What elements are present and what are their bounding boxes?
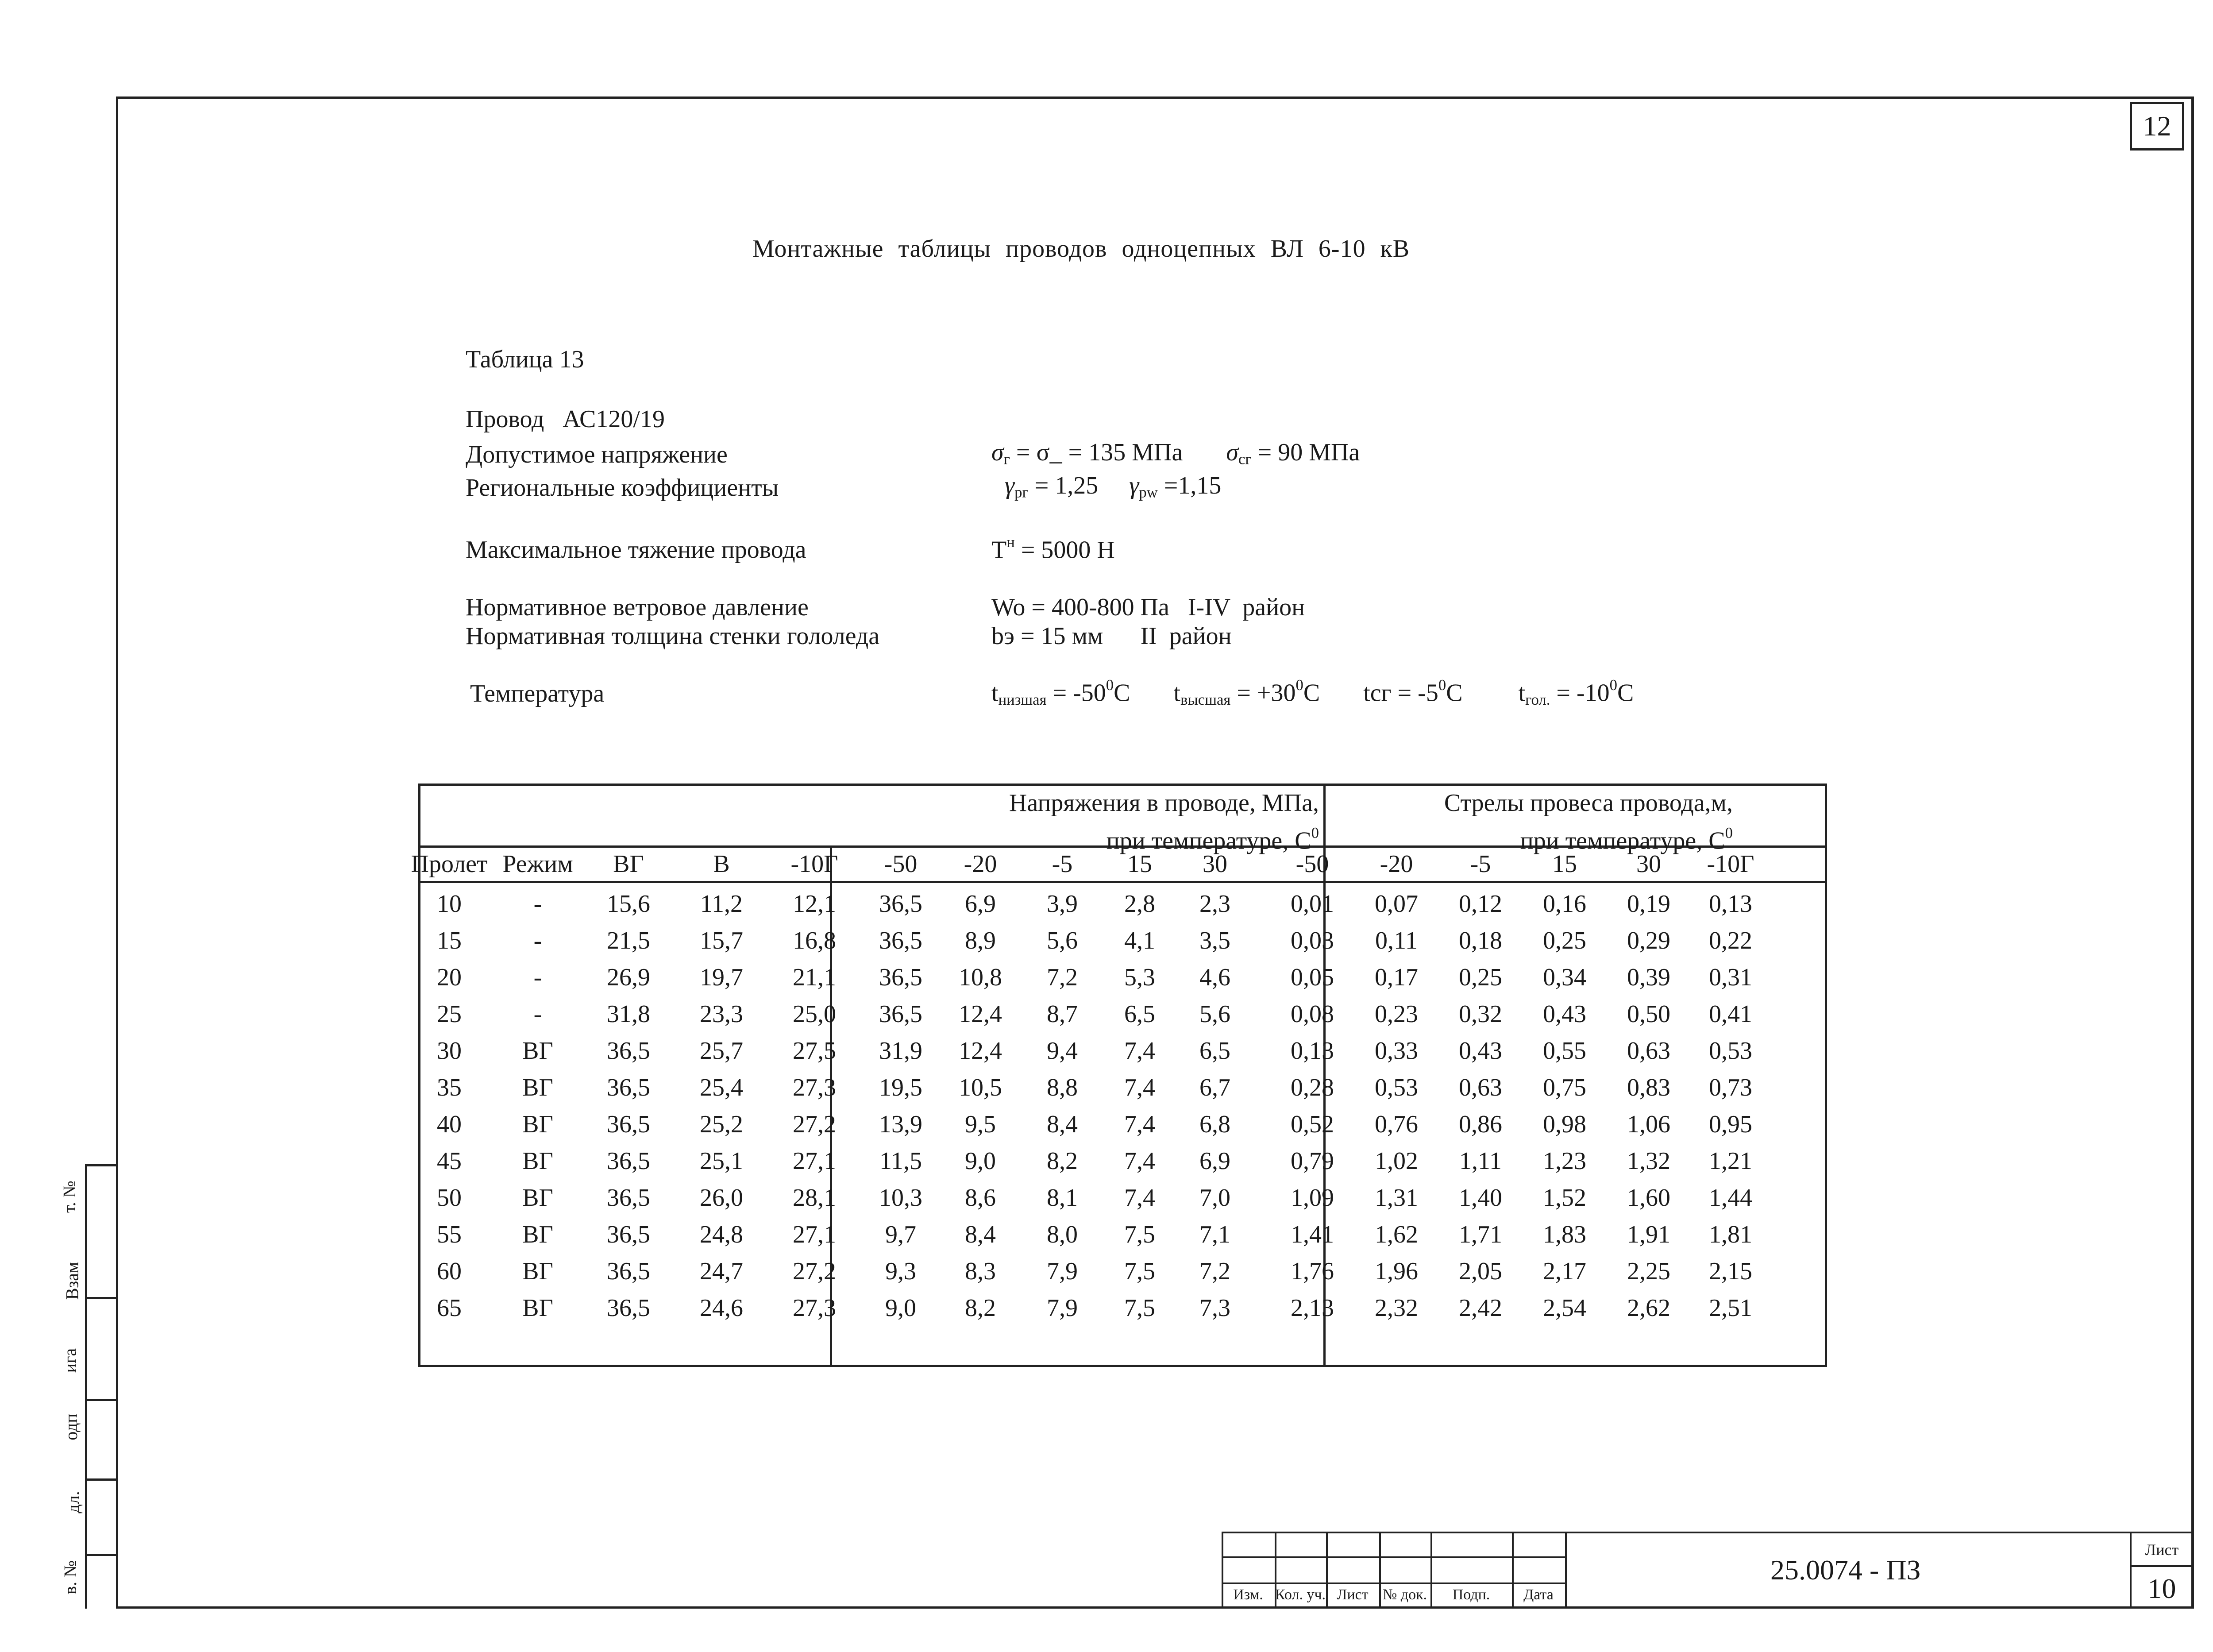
table-cell: ВГ	[522, 1258, 553, 1285]
side-stamp-label: одп	[61, 1413, 81, 1440]
table-cell: 9,5	[965, 1111, 996, 1138]
table-cell: 0,79	[1291, 1147, 1334, 1175]
table-cell: 15	[437, 927, 462, 954]
wire-label: Провод АС120/19	[466, 405, 665, 433]
table-cell: 36,5	[879, 927, 922, 954]
stress-group-header-line1: Напряжения в проводе, МПа,	[1009, 789, 1319, 817]
column-header-sag-50: -50	[1295, 850, 1329, 878]
table-cell: 11,5	[879, 1147, 922, 1175]
table-cell: 10,5	[959, 1074, 1002, 1101]
table-cell: 7,4	[1124, 1147, 1155, 1175]
table-cell: ВГ	[522, 1294, 553, 1322]
title-block-col-label: Подп.	[1452, 1586, 1490, 1603]
table-cell: 6,8	[1199, 1111, 1230, 1138]
table-cell: 2,25	[1627, 1258, 1670, 1285]
table-cell: 8,7	[1047, 1000, 1078, 1028]
table-cell: 0,16	[1543, 890, 1586, 918]
table-cell: -	[533, 890, 542, 918]
title-block-col-label: Изм.	[1233, 1586, 1263, 1603]
table-cell: 1,60	[1627, 1184, 1670, 1212]
page-number-top: 12	[2130, 102, 2184, 151]
table-cell: 2,42	[1459, 1294, 1502, 1322]
table-cell: 7,1	[1199, 1221, 1230, 1248]
table-cell: -	[533, 927, 542, 954]
table-cell: 8,3	[965, 1258, 996, 1285]
table-cell: 27,5	[793, 1037, 836, 1065]
table-cell: 36,5	[879, 964, 922, 991]
table-cell: 24,6	[700, 1294, 743, 1322]
table-cell: 2,54	[1543, 1294, 1586, 1322]
table-cell: 7,2	[1047, 964, 1078, 991]
table-cell: 0,41	[1709, 1000, 1752, 1028]
table-cell: 36,5	[607, 1184, 650, 1212]
table-cell: 21,1	[793, 964, 836, 991]
table-cell: 40	[437, 1111, 462, 1138]
table-cell: 3,9	[1047, 890, 1078, 918]
table-cell: 23,3	[700, 1000, 743, 1028]
table-cell: 8,2	[1047, 1147, 1078, 1175]
table-cell: 36,5	[607, 1111, 650, 1138]
table-cell: 36,5	[607, 1221, 650, 1248]
table-cell: 10,8	[959, 964, 1002, 991]
column-header-t-50: -50	[884, 850, 918, 878]
table-label: Таблица 13	[466, 346, 584, 373]
table-cell: 36,5	[607, 1037, 650, 1065]
table-cell: 31,9	[879, 1037, 922, 1065]
table-cell: 25	[437, 1000, 462, 1028]
table-cell: 36,5	[879, 890, 922, 918]
column-header-v: В	[713, 850, 730, 878]
table-cell: 31,8	[607, 1000, 650, 1028]
table-cell: 12,4	[959, 1037, 1002, 1065]
title-block-col-label: Дата	[1523, 1586, 1554, 1603]
table-cell: 9,0	[885, 1294, 916, 1322]
sag-group-header-line2: при температуре, $С^0$	[1520, 824, 1733, 855]
table-cell: 0,55	[1543, 1037, 1586, 1065]
table-cell: 7,0	[1199, 1184, 1230, 1212]
stress-group-header-line2: при температуре, $С^0$	[1106, 824, 1319, 855]
side-stamp-label: Взам	[62, 1262, 82, 1300]
table-cell: ВГ	[522, 1147, 553, 1175]
table-cell: 1,81	[1709, 1221, 1752, 1248]
table-cell: 55	[437, 1221, 462, 1248]
table-cell: 0,13	[1709, 890, 1752, 918]
table-cell: 19,5	[879, 1074, 922, 1101]
wind-label: Нормативное ветровое давление	[466, 594, 809, 621]
table-cell: 0,73	[1709, 1074, 1752, 1101]
table-cell: 0,63	[1459, 1074, 1502, 1101]
data-table	[411, 784, 1827, 1367]
table-cell: 7,4	[1124, 1111, 1155, 1138]
stress-group-header	[907, 788, 1319, 856]
table-cell: 7,5	[1124, 1258, 1155, 1285]
table-cell: 27,2	[793, 1258, 836, 1285]
table-cell: 9,3	[885, 1258, 916, 1285]
table-cell: -	[533, 1000, 542, 1028]
table-cell: 6,5	[1199, 1037, 1230, 1065]
column-header-sag-20: -20	[1380, 850, 1413, 878]
table-cell: 5,6	[1047, 927, 1078, 954]
side-stamp-label: ига	[60, 1348, 80, 1373]
table-cell: 7,2	[1199, 1258, 1230, 1285]
table-cell: 8,0	[1047, 1221, 1078, 1248]
side-stamp	[85, 1164, 118, 1609]
table-cell: 0,22	[1709, 927, 1752, 954]
table-cell: 15,7	[700, 927, 743, 954]
table-cell: 5,3	[1124, 964, 1155, 991]
table-cell: 7,5	[1124, 1294, 1155, 1322]
table-cell: 7,4	[1124, 1184, 1155, 1212]
table-cell: 65	[437, 1294, 462, 1322]
table-cell: 28,1	[793, 1184, 836, 1212]
sag-group-header	[1368, 788, 1733, 856]
table-cell: 0,17	[1375, 964, 1418, 991]
table-cell: 2,13	[1291, 1294, 1334, 1322]
table-cell: 2,3	[1199, 890, 1230, 918]
table-cell: 8,1	[1047, 1184, 1078, 1212]
ice-label: Нормативная толщина стенки гололеда	[466, 622, 880, 650]
table-cell: ВГ	[522, 1037, 553, 1065]
title-block-col-label: Кол. уч.	[1275, 1586, 1326, 1603]
table-cell: 11,2	[700, 890, 743, 918]
table-cell: 0,98	[1543, 1111, 1586, 1138]
ice-value: bэ = 15 мм II район	[991, 622, 1232, 650]
table-cell: 1,23	[1543, 1147, 1586, 1175]
table-cell: 36,5	[607, 1258, 650, 1285]
table-cell: 0,28	[1291, 1074, 1334, 1101]
table-cell: 12,4	[959, 1000, 1002, 1028]
table-cell: 9,4	[1047, 1037, 1078, 1065]
table-cell: 0,43	[1543, 1000, 1586, 1028]
column-header-sag-10g: -10Г	[1707, 850, 1754, 878]
table-cell: 7,3	[1199, 1294, 1230, 1322]
side-stamp-label: в. №	[60, 1560, 81, 1595]
table-cell: 7,9	[1047, 1258, 1078, 1285]
table-cell: 26,9	[607, 964, 650, 991]
temperature-values: $t_{низшая} = -50^0С$ $t_{высшая} = +30^0С$ tсг = $-5^0С$ $t_{гол.} = -10^0С$	[991, 676, 1634, 708]
table-cell: 0,75	[1543, 1074, 1586, 1101]
wire-value: АС120/19	[563, 405, 665, 433]
table-cell: 0,34	[1543, 964, 1586, 991]
table-cell: 2,15	[1709, 1258, 1752, 1285]
regional-coeff-label: Региональные коэффициенты	[466, 474, 779, 502]
table-cell: 3,5	[1199, 927, 1230, 954]
table-cell: 2,32	[1375, 1294, 1418, 1322]
table-cell: 25,0	[793, 1000, 836, 1028]
allowable-stress-label: Допустимое напряжение	[466, 441, 728, 468]
table-cell: ВГ	[522, 1221, 553, 1248]
column-header-span: Пролет	[411, 850, 488, 878]
column-header-sag15: 15	[1552, 850, 1577, 878]
table-cell: 1,11	[1459, 1147, 1502, 1175]
table-cell: 27,2	[793, 1111, 836, 1138]
table-cell: 30	[437, 1037, 462, 1065]
table-cell: 1,06	[1627, 1111, 1670, 1138]
table-cell: 2,51	[1709, 1294, 1752, 1322]
table-cell: 10,3	[879, 1184, 922, 1212]
column-header-t-20: -20	[964, 850, 997, 878]
table-cell: 0,32	[1459, 1000, 1502, 1028]
table-cell: 0,76	[1375, 1111, 1418, 1138]
table-cell: 15,6	[607, 890, 650, 918]
table-cell: 27,3	[793, 1074, 836, 1101]
table-cell: 0,19	[1627, 890, 1670, 918]
column-header-t-10g: -10Г	[790, 850, 838, 878]
table-cell: 2,8	[1124, 890, 1155, 918]
table-cell: 8,2	[965, 1294, 996, 1322]
table-cell: 1,32	[1627, 1147, 1670, 1175]
table-cell: 12,1	[793, 890, 836, 918]
page-title: Монтажные таблицы проводов одноцепных ВЛ 6-10 кВ	[752, 235, 1410, 262]
table-cell: 13,9	[879, 1111, 922, 1138]
doc-number: 25.0074 - ПЗ	[1770, 1554, 1921, 1586]
table-cell: 0,05	[1291, 964, 1334, 991]
table-cell: 20	[437, 964, 462, 991]
table-cell: 1,09	[1291, 1184, 1334, 1212]
table-cell: 21,5	[607, 927, 650, 954]
table-cell: 25,4	[700, 1074, 743, 1101]
table-cell: 10	[437, 890, 462, 918]
table-cell: 9,0	[965, 1147, 996, 1175]
table-cell: 24,8	[700, 1221, 743, 1248]
table-cell: 0,86	[1459, 1111, 1502, 1138]
side-stamp-label: дл.	[63, 1491, 83, 1513]
allowable-stress-value: $\sigma_г$ = σ_ = 135 МПа $\sigma_{сг} = 90$ МПа	[991, 439, 1360, 468]
table-cell: 1,44	[1709, 1184, 1752, 1212]
table-cell: 35	[437, 1074, 462, 1101]
table-cell: 0,95	[1709, 1111, 1752, 1138]
column-header-t15: 15	[1127, 850, 1152, 878]
table-cell: 1,62	[1375, 1221, 1418, 1248]
table-cell: 36,5	[607, 1294, 650, 1322]
table-cell: 0,03	[1291, 927, 1334, 954]
table-cell: 0,11	[1375, 927, 1418, 954]
table-cell: 25,2	[700, 1111, 743, 1138]
table-cell: 4,6	[1199, 964, 1230, 991]
table-cell: 1,02	[1375, 1147, 1418, 1175]
table-cell: 1,71	[1459, 1221, 1502, 1248]
table-cell: 0,07	[1375, 890, 1418, 918]
table-cell: 1,52	[1543, 1184, 1586, 1212]
column-header-t-5: -5	[1052, 850, 1073, 878]
table-cell: 0,52	[1291, 1111, 1334, 1138]
table-cell: 1,76	[1291, 1258, 1334, 1285]
table-cell: 2,17	[1543, 1258, 1586, 1285]
table-cell: 0,25	[1459, 964, 1502, 991]
side-stamp-label: т. №	[59, 1181, 79, 1213]
table-cell: 0,08	[1291, 1000, 1334, 1028]
table-cell: 27,1	[793, 1147, 836, 1175]
table-cell: 0,18	[1459, 927, 1502, 954]
table-cell: ВГ	[522, 1184, 553, 1212]
table-cell: 7,5	[1124, 1221, 1155, 1248]
table-cell: 45	[437, 1147, 462, 1175]
table-cell: 1,96	[1375, 1258, 1418, 1285]
table-cell: 25,7	[700, 1037, 743, 1065]
temperature-label: Температура	[470, 680, 605, 707]
table-cell: 1,83	[1543, 1221, 1586, 1248]
table-cell: 0,12	[1459, 890, 1502, 918]
table-cell: 25,1	[700, 1147, 743, 1175]
table-cell: 8,4	[1047, 1111, 1078, 1138]
table-cell: 6,5	[1124, 1000, 1155, 1028]
column-header-vg: ВГ	[613, 850, 644, 878]
table-cell: ВГ	[522, 1111, 553, 1138]
table-cell: 4,1	[1124, 927, 1155, 954]
regional-coeff-value: $\gamma_{рг} = 1,25$ $\gamma_{pw} =1,15$	[1005, 472, 1222, 501]
table-cell: 16,8	[793, 927, 836, 954]
table-cell: 8,6	[965, 1184, 996, 1212]
table-cell: 7,4	[1124, 1074, 1155, 1101]
sag-group-header-line1: Стрелы провеса провода,м,	[1444, 789, 1733, 817]
table-cell: 6,9	[965, 890, 996, 918]
table-cell: 27,1	[793, 1221, 836, 1248]
table-cell: 7,9	[1047, 1294, 1078, 1322]
table-cell: 8,9	[965, 927, 996, 954]
table-cell: 8,8	[1047, 1074, 1078, 1101]
table-cell: -	[533, 964, 542, 991]
table-cell: 0,63	[1627, 1037, 1670, 1065]
table-cell: 27,3	[793, 1294, 836, 1322]
table-cell: 2,62	[1627, 1294, 1670, 1322]
table-cell: 60	[437, 1258, 462, 1285]
table-cell: 1,41	[1291, 1221, 1334, 1248]
table-cell: 0,53	[1375, 1074, 1418, 1101]
table-cell: 19,7	[700, 964, 743, 991]
table-cell: 0,43	[1459, 1037, 1502, 1065]
table-cell: 0,23	[1375, 1000, 1418, 1028]
table-cell: 0,83	[1627, 1074, 1670, 1101]
table-cell: 8,4	[965, 1221, 996, 1248]
table-cell: 0,53	[1709, 1037, 1752, 1065]
table-cell: 1,31	[1375, 1184, 1418, 1212]
max-tension-label: Максимальное тяжение провода	[466, 536, 806, 564]
table-cell: 36,5	[607, 1147, 650, 1175]
sheet-label: Лист	[2145, 1541, 2179, 1559]
table-cell: 0,33	[1375, 1037, 1418, 1065]
table-cell: 0,25	[1543, 927, 1586, 954]
title-block-col-label: Лист	[1337, 1586, 1369, 1603]
table-cell: 26,0	[700, 1184, 743, 1212]
table-cell: 0,13	[1291, 1037, 1334, 1065]
table-cell: 0,50	[1627, 1000, 1670, 1028]
column-header-mode: Режим	[502, 850, 573, 878]
column-header-sag-5: -5	[1470, 850, 1491, 878]
table-cell: 24,7	[700, 1258, 743, 1285]
table-cell: 36,5	[879, 1000, 922, 1028]
title-block	[1222, 1532, 2194, 1609]
table-cell: 50	[437, 1184, 462, 1212]
table-cell: 9,7	[885, 1221, 916, 1248]
table-cell: 1,21	[1709, 1147, 1752, 1175]
table-cell: 5,6	[1199, 1000, 1230, 1028]
table-cell: 0,31	[1709, 964, 1752, 991]
column-header-t30: 30	[1203, 850, 1227, 878]
table-cell: 6,9	[1199, 1147, 1230, 1175]
wind-value: Wo = 400-800 Па I-IV район	[991, 594, 1305, 621]
table-cell: 1,40	[1459, 1184, 1502, 1212]
table-cell: 0,01	[1291, 890, 1334, 918]
column-header-sag30: 30	[1636, 850, 1661, 878]
table-cell: 0,29	[1627, 927, 1670, 954]
table-cell: 7,4	[1124, 1037, 1155, 1065]
title-block-col-label: № док.	[1382, 1586, 1427, 1603]
table-cell: 1,91	[1627, 1221, 1670, 1248]
table-cell: 6,7	[1199, 1074, 1230, 1101]
table-cell: 0,39	[1627, 964, 1670, 991]
table-cell: 2,05	[1459, 1258, 1502, 1285]
max-tension-value: $Т^н = 5000$ Н	[991, 533, 1115, 564]
table-cell: ВГ	[522, 1074, 553, 1101]
sheet-number: 10	[2147, 1573, 2176, 1604]
table-cell: 36,5	[607, 1074, 650, 1101]
